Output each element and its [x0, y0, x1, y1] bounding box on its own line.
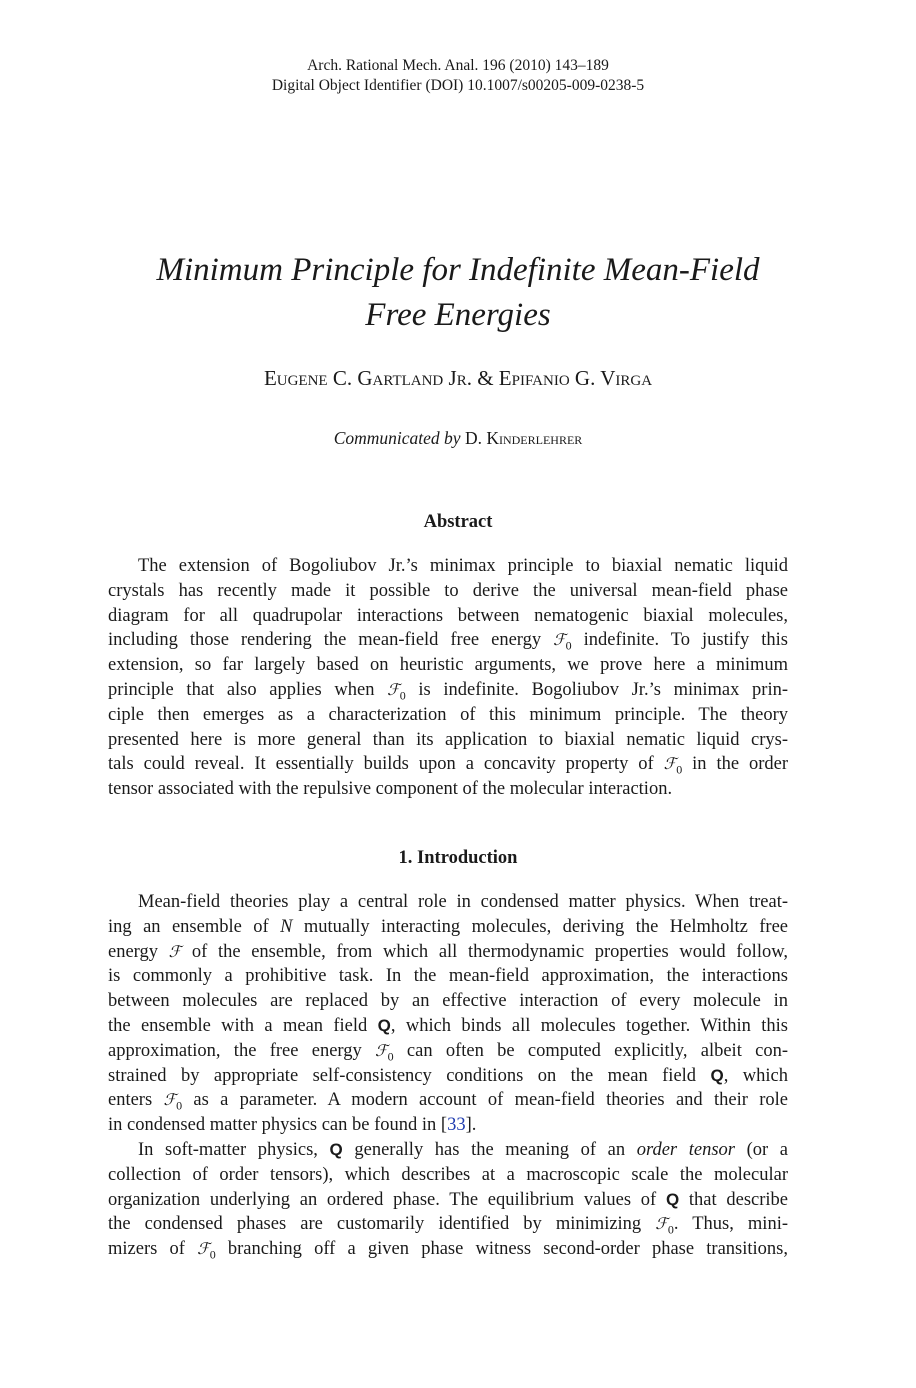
mean-field-symbol: Q	[377, 1015, 391, 1035]
intro-line: approximation, the free energy ℱ$_0$ can often be computed explicitly, albeit con-	[108, 1040, 788, 1064]
communicated-prefix: Communicated by	[333, 428, 461, 448]
abstract-line: crystals has recently made it possible to derive the universal mean-field phase	[108, 580, 788, 601]
introduction-body	[108, 890, 788, 1262]
intro-line: is commonly a prohibitive task. In the mean-field approximation, the interactions	[108, 966, 788, 987]
intro-line: between molecules are replaced by an effective interaction of every molecule in	[108, 991, 788, 1012]
helmholtz-symbol: ℱ	[168, 941, 182, 961]
free-energy-symbol: ℱ	[663, 754, 677, 774]
citation-link[interactable]: 33	[447, 1115, 466, 1136]
journal-doi: Digital Object Identifier (DOI) 10.1007/s00205-009-0238-5	[271, 77, 645, 94]
abstract-line: principle that also applies when ℱ$_0$ is indefinite. Bogoliubov Jr.’s minimax prin-	[108, 679, 788, 703]
abstract-line: extension, so far largely based on heuristic arguments, we prove here a minimum	[108, 655, 788, 676]
abstract-line: ciple then emerges as a characterization of this minimum principle. The theory	[108, 704, 788, 725]
intro-line: In soft-matter physics, Q generally has the meaning of an order tensor (or a	[138, 1139, 788, 1160]
intro-line: the ensemble with a mean field Q, which binds all molecules together. Within this	[108, 1015, 789, 1036]
free-energy-symbol: ℱ	[387, 679, 400, 699]
abstract-line: diagram for all quadrupolar interactions between nematogenic biaxial molecules,	[108, 605, 788, 626]
section-heading-introduction: 1. Introduction	[398, 848, 518, 868]
intro-line: enters ℱ$_0$ as a parameter. A modern account of mean-field theories and their role	[108, 1090, 788, 1114]
journal-citation: Arch. Rational Mech. Anal. 196 (2010) 143–189	[307, 57, 609, 74]
journal-header	[0, 56, 916, 96]
intro-line: the condensed phases are customarily identified by minimizing ℱ$_0$. Thus, mini-	[108, 1214, 788, 1238]
intro-line: strained by appropriate self-consistency conditions on the mean field Q, which	[108, 1065, 788, 1086]
communicated-by	[0, 426, 916, 450]
title-line-2: Free Energies	[365, 297, 551, 333]
title-line-1: Minimum Principle for Indefinite Mean-Field	[156, 252, 760, 288]
communicating-editor: D. Kinderlehrer	[464, 428, 583, 448]
abstract-line: tals could reveal. It essentially builds upon a concavity property of ℱ$_0$ in the order	[108, 754, 788, 778]
intro-line: organization underlying an ordered phase. The equilibrium values of Q that describe	[108, 1189, 788, 1210]
intro-line: in condensed matter physics can be found in [33].	[108, 1115, 477, 1136]
intro-line: energy ℱ of the ensemble, from which all thermodynamic properties would follow,	[108, 941, 788, 962]
author-list: Eugene C. Gartland Jr. & Epifanio G. Virga	[263, 366, 653, 390]
abstract-body	[108, 554, 788, 802]
intro-line: collection of order tensors), which describes at a macroscopic scale the molecular	[108, 1164, 788, 1185]
intro-line: mizers of ℱ$_0$ branching off a given phase witness second-order phase transitions,	[108, 1239, 788, 1262]
intro-line: ing an ensemble of N mutually interacting molecules, deriving the Helmholtz free	[108, 916, 789, 937]
abstract-line: including those rendering the mean-field free energy ℱ$_0$ indefinite. To justify this	[108, 630, 789, 654]
free-energy-symbol: ℱ	[553, 630, 566, 650]
intro-line: Mean-field theories play a central role in condensed matter physics. When treat-	[138, 892, 788, 912]
abstract-line: The extension of Bogoliubov Jr.’s minimax principle to biaxial nematic liquid	[138, 556, 788, 576]
abstract-line: tensor associated with the repulsive component of the molecular interaction.	[108, 779, 673, 800]
abstract-heading: Abstract	[423, 512, 493, 532]
abstract-line: presented here is more general than its application to biaxial nematic liquid crys-	[108, 729, 788, 750]
paper-title	[60, 248, 856, 338]
